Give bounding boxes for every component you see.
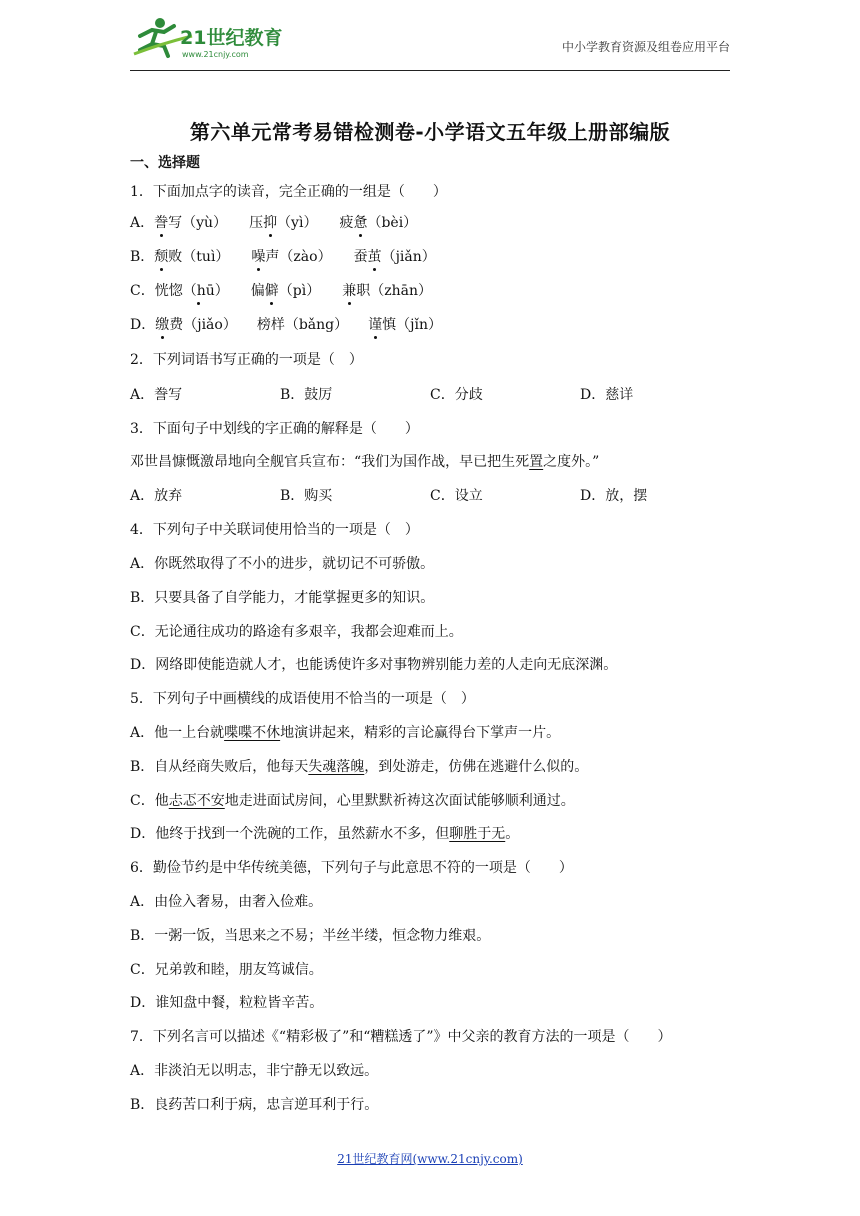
page-header	[130, 14, 730, 70]
question-4-option-c: C．无论通往成功的路途有多艰辛，我都会迎难而上。	[130, 624, 463, 640]
question-7-option-a: A．非淡泊无以明志，非宁静无以致远。	[130, 1063, 379, 1079]
question-3-sentence: 邓世昌慷慨激昂地向全舰官兵宣布：“我们为国作战，早已把生死置之度外。”	[130, 454, 600, 470]
question-2-option: A．誊写	[130, 387, 183, 403]
question-6-stem: 6．勤俭节约是中华传统美德，下列句子与此意思不符的一项是（ ）	[130, 860, 573, 876]
question-4-option-d: D．网络即使能造就人才，也能诱使许多对事物辨别能力差的人走向无底深渊。	[130, 657, 618, 673]
footer-link[interactable]: 21世纪教育网(www.21cnjy.com)	[337, 1152, 523, 1166]
question-4-stem: 4．下列句子中关联词使用恰当的一项是（ ）	[130, 522, 419, 538]
question-5-option-b: B．自从经商失败后，他每天失魂落魄，到处游走，仿佛在逃避什么似的。	[130, 759, 589, 775]
question-3-option: C．设立	[430, 488, 483, 504]
question-7-option-b: B．良药苦口利于病，忠言逆耳利于行。	[130, 1097, 379, 1113]
question-2-option: B．鼓厉	[280, 387, 333, 403]
question-7-stem: 7．下列名言可以描述《“精彩极了”和“糟糕透了”》中父亲的教育方法的一项是（ ）	[130, 1029, 672, 1045]
question-6-option-a: A．由俭入奢易，由奢入俭难。	[130, 894, 323, 910]
page-title: 第六单元常考易错检测卷-小学语文五年级上册部编版	[189, 120, 671, 144]
question-2-option: D．慈详	[580, 387, 634, 403]
question-3-option: D．放，摆	[580, 488, 648, 504]
question-1-option-a: A．誊写（yù） 压抑（yì） 疲惫（bèi）	[130, 212, 417, 232]
question-3-stem: 3．下面句子中划线的字正确的解释是（ ）	[130, 421, 419, 437]
question-1-stem: 1．下面加点字的读音，完全正确的一组是（ ）	[130, 184, 447, 200]
question-3-option: A．放弃	[130, 488, 183, 504]
header-platform-text: 中小学教育资源及组卷应用平台	[561, 40, 730, 54]
question-5-stem: 5．下列句子中画横线的成语使用不恰当的一项是（ ）	[130, 691, 475, 707]
question-6-option-d: D．谁知盘中餐，粒粒皆辛苦。	[130, 995, 324, 1011]
question-1-option-c: C．恍惚（hū） 偏僻（pì） 兼职（zhān）	[130, 280, 432, 300]
section-heading: 一、选择题	[130, 155, 200, 171]
question-4-option-a: A．你既然取得了不小的进步，就切记不可骄傲。	[130, 556, 435, 572]
logo-text: 21世纪教育	[180, 27, 283, 49]
header-divider	[130, 70, 730, 71]
logo-url: www.21cnjy.com	[182, 50, 249, 59]
question-1-option-d: D．缴费（jiǎo） 榜样（bǎng） 谨慎（jǐn）	[130, 314, 442, 334]
question-3-option: B．购买	[280, 488, 333, 504]
question-4-option-b: B．只要具备了自学能力，才能掌握更多的知识。	[130, 590, 435, 606]
page-footer	[0, 1150, 860, 1167]
question-2-option: C．分歧	[430, 387, 483, 403]
question-6-option-c: C．兄弟敦和睦，朋友笃诚信。	[130, 962, 323, 978]
question-5-option-d: D．他终于找到一个洗碗的工作，虽然薪水不多，但聊胜于无。	[130, 826, 520, 842]
question-5-option-c: C．他忐忑不安地走进面试房间，心里默默祈祷这次面试能够顺利通过。	[130, 793, 575, 809]
question-2-stem: 2．下列词语书写正确的一项是（ ）	[130, 352, 363, 368]
question-1-option-b: B．颓败（tuì） 噪声（zào） 蚕茧（jiǎn）	[130, 246, 436, 266]
logo	[130, 14, 300, 62]
question-5-option-a: A．他一上台就喋喋不休地演讲起来，精彩的言论赢得台下掌声一片。	[130, 725, 561, 741]
question-6-option-b: B．一粥一饭，当思来之不易；半丝半缕，恒念物力维艰。	[130, 928, 491, 944]
